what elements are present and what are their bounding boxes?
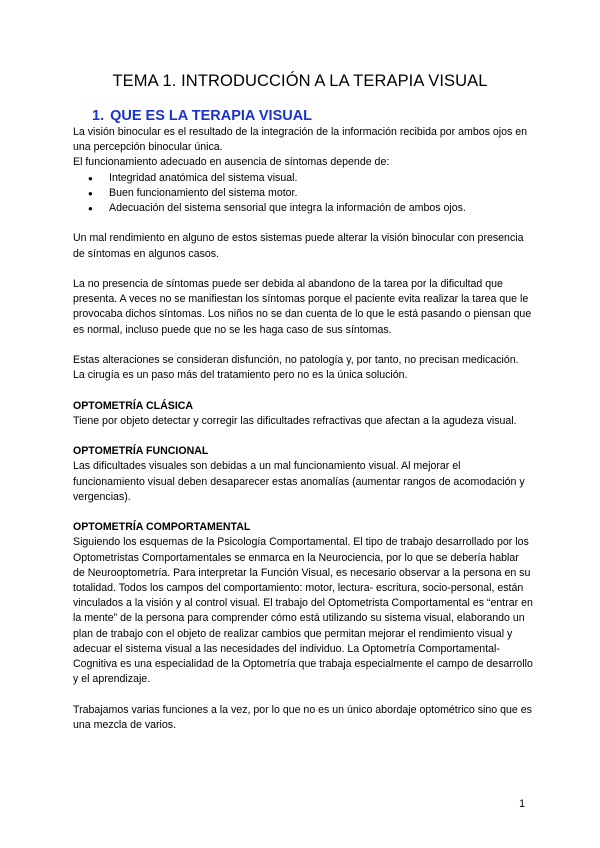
- requirements-list: [73, 171, 533, 217]
- paragraph-comportamental: Siguiendo los esquemas de la Psicología Comportamental. El tipo de trabajo desarrollado por los Optometristas Comportamentales se enmarca en la Neurociencia, por lo que se debería hablar de Neurooptometría. Para interpretar la Función Visual, es necesario observar a la persona en su totalidad. Todos los campos del comportamiento: motor, lectura- escritura, socio-personal, están vinculados a la visión y al control visual. El trabajo del Optometrista Comportamental es “entrar en la mente” de la persona para comprender cómo está utilizando su sistema visual, elaborando un plan de trabajo con el objeto de realizar cambios que permitan mejorar el rendimiento visual y adecuar el sistema visual a las necesidades del individuo. La Optometría Comportamental-Cognitiva es una especialidad de la Optometría que trabaja especialmente el campo de desarrollo y el aprendizaje.: [73, 536, 533, 686]
- subheading-clasica: OPTOMETRÍA CLÁSICA: [73, 399, 194, 412]
- document-body: [73, 125, 533, 733]
- paragraph-clasica: Tiene por objeto detectar y corregir las dificultades refractivas que afectan a la agudeza visual.: [73, 414, 517, 427]
- section-heading: [92, 108, 312, 124]
- intro-paragraph-1: La visión binocular es el resultado de la integración de la información recibida por ambos ojos en una percepción binocular única.: [73, 126, 528, 154]
- page-number: 1: [519, 798, 525, 810]
- list-item: ● Buen funcionamiento del sistema motor.: [73, 186, 533, 201]
- section-number: 1.: [92, 108, 105, 124]
- document-title: TEMA 1. INTRODUCCIÓN A LA TERAPIA VISUAL: [112, 72, 488, 90]
- paragraph-1: Un mal rendimiento en alguno de estos sistemas puede alterar la visión binocular con presencia de síntomas en algunos casos.: [73, 232, 524, 260]
- list-item: ● Adecuación del sistema sensorial que integra la información de ambos ojos.: [73, 201, 533, 216]
- subheading-comportamental: OPTOMETRÍA COMPORTAMENTAL: [73, 521, 251, 534]
- list-item: ● Integridad anatómica del sistema visual.: [73, 171, 533, 186]
- intro-paragraph-2: El funcionamiento adecuado en ausencia de síntomas depende de:: [73, 156, 390, 169]
- paragraph-funcional: Las dificultades visuales son debidas a un mal funcionamiento visual. Al mejorar el funcionamiento visual deben desaparecer estas anomalías (aumentar rangos de acomodación y vergencias).: [73, 460, 525, 503]
- paragraph-2: La no presencia de síntomas puede ser debida al abandono de la tarea por la dificultad que presenta. A veces no se manifiestan los síntomas porque el paciente evita realizar la tarea que le provocaba dichos síntomas. Los niños no se dan cuenta de lo que le está pasando o piensan que es normal, incluso puede que no se les haga caso de sus síntomas.: [73, 278, 532, 336]
- section-heading-text: QUE ES LA TERAPIA VISUAL: [110, 108, 313, 124]
- paragraph-3: Estas alteraciones se consideran disfunción, no patología y, por tanto, no precisan medicación. La cirugía es un paso más del tratamiento pero no es la única solución.: [73, 354, 519, 382]
- subheading-funcional: OPTOMETRÍA FUNCIONAL: [73, 445, 209, 458]
- closing-paragraph: Trabajamos varias funciones a la vez, por lo que no es un único abordaje optométrico sino que es una mezcla de varios.: [73, 703, 532, 731]
